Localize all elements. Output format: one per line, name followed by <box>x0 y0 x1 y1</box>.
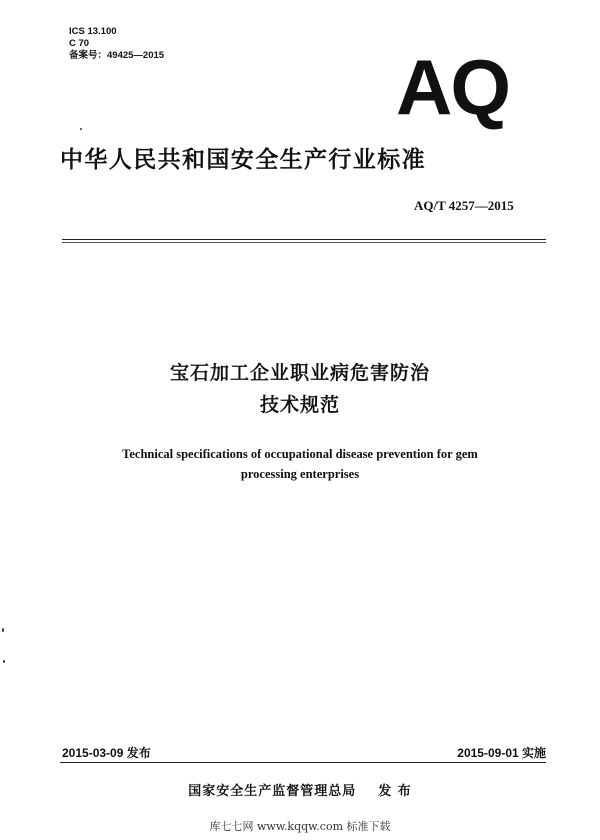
ics-code: ICS 13.100 <box>69 26 117 37</box>
title-line-1: 宝石加工企业职业病危害防治 <box>169 362 430 384</box>
document-title-chinese <box>0 357 600 421</box>
scan-speck <box>80 128 82 130</box>
title-line-2: 技术规范 <box>259 394 340 416</box>
publisher-line <box>0 780 600 799</box>
scan-speck <box>3 660 5 663</box>
aq-logo: AQ <box>396 43 509 131</box>
top-divider-thin <box>62 242 546 243</box>
site-watermark: 库七七网 www.kqqw.com 标准下载 <box>209 820 391 833</box>
issue-date: 2015-03-09 发布 <box>62 746 151 760</box>
publisher-name: 国家安全生产监督管理总局 <box>188 784 357 799</box>
implementation-date: 2015-09-01 实施 <box>457 746 546 760</box>
classification-block <box>69 26 164 62</box>
top-divider <box>62 239 546 240</box>
scan-speck <box>2 628 4 632</box>
standard-category-title: 中华人民共和国安全生产行业标准 <box>60 147 426 173</box>
publish-action: 发 布 <box>378 784 412 799</box>
standard-code: AQ/T 4257—2015 <box>414 198 514 213</box>
english-title-line-2: processing enterprises <box>240 467 360 481</box>
english-title-line-1: Technical specifications of occupational disease prevention for gem <box>122 447 478 461</box>
ccs-code: C 70 <box>69 38 90 49</box>
bottom-divider <box>60 762 546 763</box>
document-title-english <box>80 444 520 484</box>
record-number: 备案号：49425—2015 <box>69 50 165 61</box>
